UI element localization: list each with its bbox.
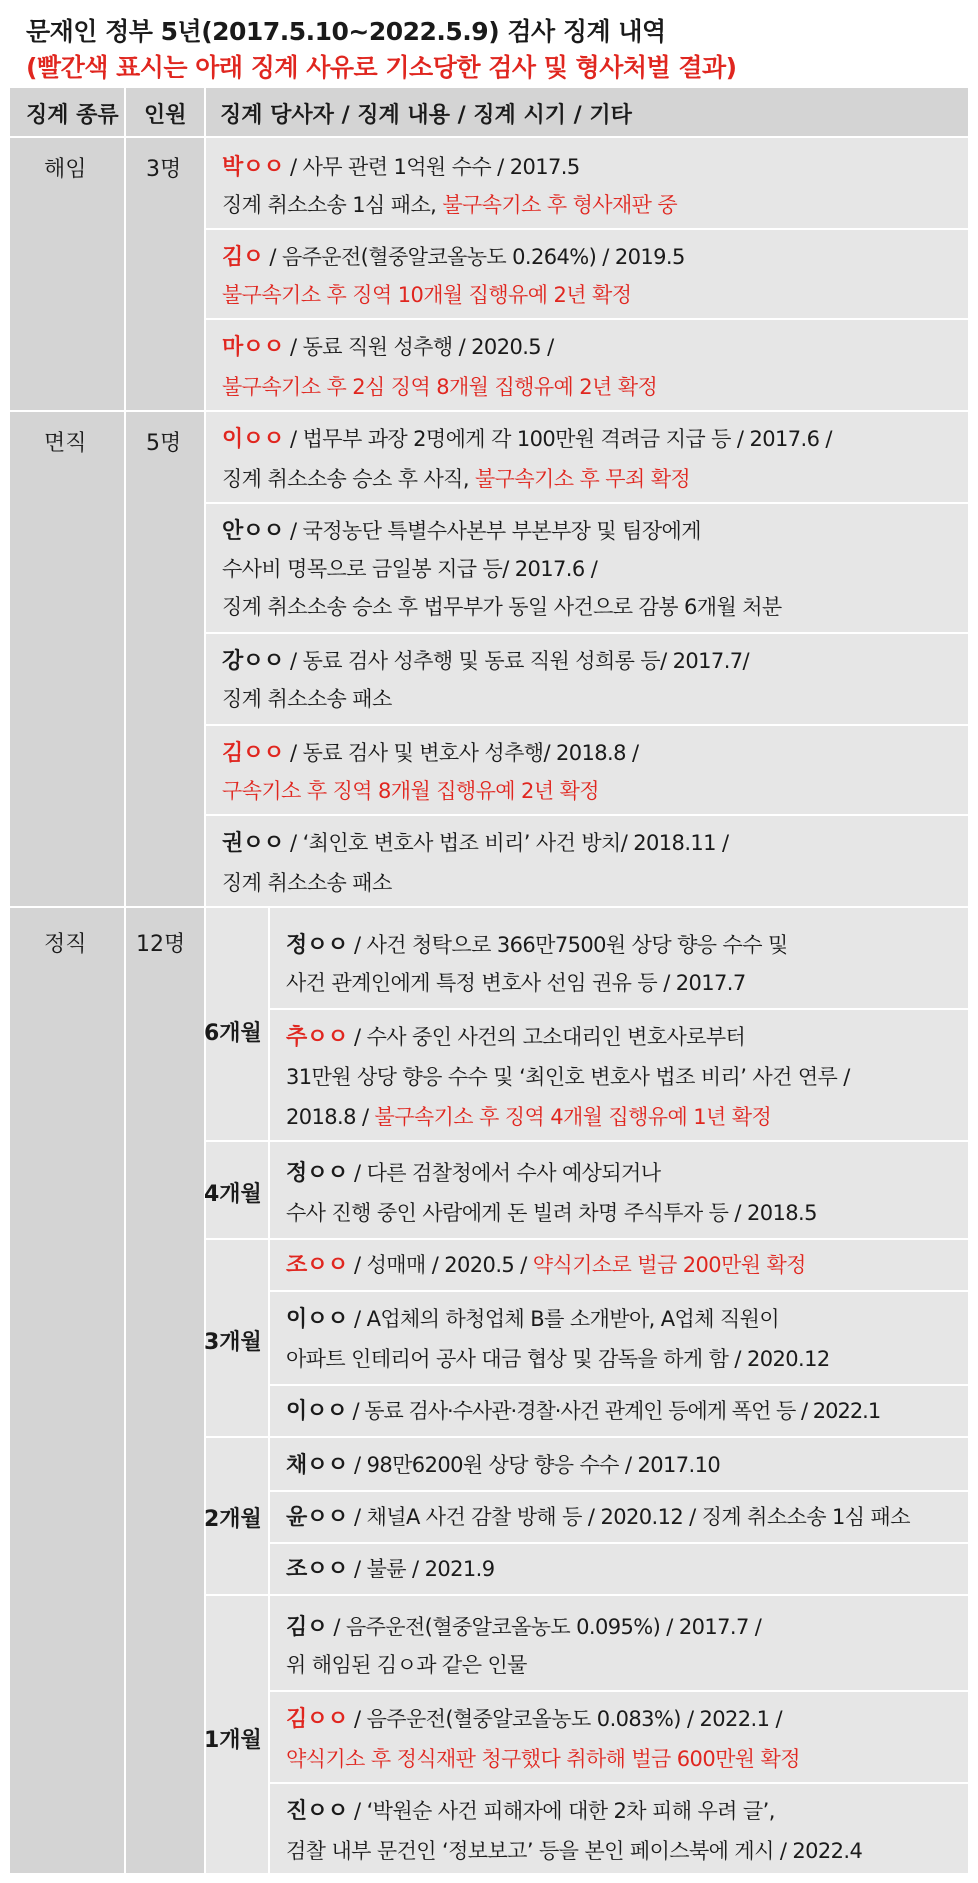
entry-result: 불구속기소 후 2심 징역 8개월 집행유예 2년 확정 xyxy=(222,375,658,399)
entry-text: / 동료 검사·수사관·경찰·사건 관계인 등에게 폭언 등 / 2022.1 xyxy=(346,1399,881,1423)
list-item xyxy=(206,634,968,724)
group-type-label: 면직 xyxy=(44,431,87,456)
group-type-label: 정직 xyxy=(44,932,87,957)
list-item xyxy=(206,504,968,632)
list-item xyxy=(270,1292,968,1384)
list-item xyxy=(270,1010,968,1140)
entry-text: / A업체의 하청업체 B를 소개받아, A업체 직원이 xyxy=(347,1307,780,1331)
entry-text: / 98만6200원 상당 향응 수수 / 2017.10 xyxy=(347,1453,721,1477)
group-count-cell xyxy=(126,908,204,1873)
person-name: 정ㅇㅇ xyxy=(286,1161,348,1186)
header-type: 징계 종류 xyxy=(10,88,124,136)
list-item xyxy=(206,138,968,228)
person-name: 김ㅇ xyxy=(222,245,264,270)
entry-result: 약식기소로 벌금 200만원 확정 xyxy=(532,1253,806,1277)
entry-result: 구속기소 후 징역 8개월 집행유예 2년 확정 xyxy=(222,779,599,803)
entry-text: 31만원 상당 향응 수수 및 ‘최인호 변호사 법조 비리’ 사건 연루 / xyxy=(286,1065,850,1089)
person-name: 조ㅇㅇ xyxy=(286,1557,348,1582)
page-subtitle: (빨간색 표시는 아래 징계 사유로 기소당한 검사 및 형사처벌 결과) xyxy=(26,53,737,82)
person-name: 김ㅇㅇ xyxy=(286,1707,348,1732)
entry-text: / 음주운전(혈중알코올농도 0.264%) / 2019.5 xyxy=(263,245,685,269)
entry-text: 2018.8 / xyxy=(286,1105,375,1129)
page-title: 문재인 정부 5년(2017.5.10~2022.5.9) 검사 징계 내역 xyxy=(26,17,666,46)
person-name: 정ㅇㅇ xyxy=(286,933,348,958)
person-name: 김ㅇㅇ xyxy=(222,741,284,766)
entry-text: / 사무 관련 1억원 수수 / 2017.5 xyxy=(283,155,580,179)
entry-result: 불구속기소 후 징역 4개월 집행유예 1년 확정 xyxy=(374,1105,772,1129)
group-count-label: 12명 xyxy=(136,932,186,957)
entry-text: 징계 취소소송 승소 후 사직, xyxy=(222,467,475,491)
entry-text: / 동료 검사 성추행 및 동료 직원 성희롱 등/ 2017.7/ xyxy=(283,649,750,673)
subgroup-label: 1개월 xyxy=(204,1728,262,1753)
entry-text: 징계 취소소송 패소 xyxy=(222,687,392,711)
entry-text: 아파트 인테리어 공사 대금 협상 및 감독을 하게 함 / 2020.12 xyxy=(286,1347,830,1371)
entry-text: / 동료 검사 및 변호사 성추행/ 2018.8 / xyxy=(283,741,639,765)
list-item xyxy=(206,320,968,410)
person-name: 윤ㅇㅇ xyxy=(286,1505,348,1530)
entry-text: / 국정농단 특별수사본부 부본부장 및 팀장에게 xyxy=(283,519,701,543)
entry-text: / 채널A 사건 감찰 방해 등 / 2020.12 / 징계 취소소송 1심 패소 xyxy=(347,1505,910,1529)
list-item xyxy=(270,1386,968,1436)
entry-text: 수사 진행 중인 사람에게 돈 빌려 차명 주식투자 등 / 2018.5 xyxy=(286,1201,817,1225)
person-name: 권ㅇㅇ xyxy=(222,831,284,856)
entry-result: 불구속기소 후 형사재판 중 xyxy=(442,193,678,217)
entry-text: / ‘박원순 사건 피해자에 대한 2차 피해 우려 글’, xyxy=(347,1799,775,1823)
entry-text: / 음주운전(혈중알코올농도 0.083%) / 2022.1 / xyxy=(347,1707,782,1731)
list-item xyxy=(206,726,968,814)
person-name: 추ㅇㅇ xyxy=(286,1025,348,1050)
person-name: 박ㅇㅇ xyxy=(222,155,284,180)
subgroup-label: 6개월 xyxy=(204,1021,262,1046)
entry-text: / 음주운전(혈중알코올농도 0.095%) / 2017.7 / xyxy=(327,1615,762,1639)
list-item xyxy=(206,816,968,906)
list-item xyxy=(270,1544,968,1594)
group-type-cell xyxy=(10,412,124,906)
header-count: 인원 xyxy=(126,88,204,136)
entry-text: / 불륜 / 2021.9 xyxy=(347,1557,495,1581)
entry-text: 사건 관계인에게 특정 변호사 선임 권유 등 / 2017.7 xyxy=(286,971,746,995)
header-details: 징계 당사자 / 징계 내용 / 징계 시기 / 기타 xyxy=(206,88,968,136)
group-count-label: 3명 xyxy=(146,157,182,182)
group-type-cell xyxy=(10,908,124,1873)
subgroup-label: 3개월 xyxy=(204,1330,262,1355)
list-item xyxy=(206,230,968,318)
group-count-label: 5명 xyxy=(146,431,182,456)
list-item xyxy=(270,1784,968,1873)
subgroup-label: 2개월 xyxy=(204,1507,262,1532)
entry-text: / 수사 중인 사건의 고소대리인 변호사로부터 xyxy=(347,1025,746,1049)
entry-text: 검찰 내부 문건인 ‘정보보고’ 등을 본인 페이스북에 게시 / 2022.4 xyxy=(286,1839,863,1863)
person-name: 채ㅇㅇ xyxy=(286,1453,348,1478)
entry-result: 약식기소 후 정식재판 청구했다 취하해 벌금 600만원 확정 xyxy=(286,1747,800,1771)
entry-text: 징계 취소소송 1심 패소, xyxy=(222,193,443,217)
list-item xyxy=(270,1240,968,1290)
entry-text: 위 해임된 김ㅇ과 같은 인물 xyxy=(286,1653,527,1677)
entry-result: 불구속기소 후 징역 10개월 집행유예 2년 확정 xyxy=(222,283,632,307)
entry-text: / 다른 검찰청에서 수사 예상되거나 xyxy=(347,1161,661,1185)
person-name: 이ㅇㅇ xyxy=(286,1307,348,1332)
subgroup-label: 4개월 xyxy=(204,1182,262,1207)
list-item xyxy=(206,412,968,502)
list-item xyxy=(270,1142,968,1238)
entry-text: / 성매매 / 2020.5 / xyxy=(347,1253,533,1277)
entry-text: / 동료 직원 성추행 / 2020.5 / xyxy=(283,335,554,359)
entry-text: / 사건 청탁으로 366만7500원 상당 향응 수수 및 xyxy=(347,933,788,957)
entry-text: / ‘최인호 변호사 법조 비리’ 사건 방치/ 2018.11 / xyxy=(283,831,729,855)
entry-text: 수사비 명목으로 금일봉 지급 등/ 2017.6 / xyxy=(222,557,598,581)
entry-result: 불구속기소 후 무죄 확정 xyxy=(475,467,691,491)
person-name: 김ㅇ xyxy=(286,1615,328,1640)
list-item xyxy=(270,1692,968,1782)
person-name: 진ㅇㅇ xyxy=(286,1799,348,1824)
group-type-label: 해임 xyxy=(44,157,87,182)
person-name: 조ㅇㅇ xyxy=(286,1253,348,1278)
person-name: 이ㅇㅇ xyxy=(286,1399,347,1424)
person-name: 마ㅇㅇ xyxy=(222,335,284,360)
group-count-cell xyxy=(126,412,204,906)
person-name: 이ㅇㅇ xyxy=(222,427,284,452)
person-name: 강ㅇㅇ xyxy=(222,649,284,674)
list-item xyxy=(270,1596,968,1690)
list-item xyxy=(270,908,968,1008)
person-name: 안ㅇㅇ xyxy=(222,519,284,544)
entry-text: / 법무부 과장 2명에게 각 100만원 격려금 지급 등 / 2017.6 / xyxy=(283,427,832,451)
entry-text: 징계 취소소송 패소 xyxy=(222,871,392,895)
list-item xyxy=(270,1492,968,1542)
entry-text: 징계 취소소송 승소 후 법무부가 동일 사건으로 감봉 6개월 처분 xyxy=(222,595,782,619)
list-item xyxy=(270,1438,968,1490)
